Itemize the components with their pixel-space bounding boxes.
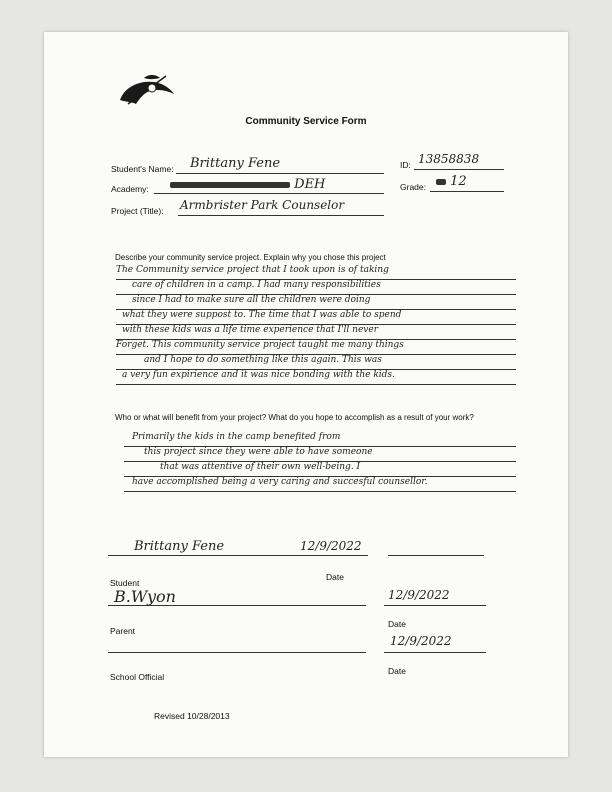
student-date-label: Date (326, 572, 344, 582)
project-title-line (178, 215, 384, 216)
student-name-line (176, 173, 384, 174)
q2-line-4: have accomplished being a very caring and succesful counsellor. (132, 477, 428, 487)
revised-note: Revised 10/28/2013 (154, 711, 230, 721)
official-date-line (384, 652, 486, 653)
academy-line (154, 193, 384, 194)
student-label: Student (110, 578, 140, 588)
form-title: Community Service Form (245, 116, 367, 127)
grade-value[interactable] (436, 174, 467, 189)
q1-prompt: Describe your community service project. Explain why you chose this project (115, 253, 386, 262)
school-official-label: School Official (110, 672, 165, 682)
q1-line-6: Forget. This community service project taught me many things (116, 340, 404, 350)
parent-signature-line (108, 605, 366, 606)
project-title-label: Project (Title): (111, 206, 164, 216)
parent-date-value[interactable]: 12/9/2022 (388, 588, 450, 602)
student-date-value[interactable]: 12/9/2022 (300, 539, 362, 553)
q2-rule (124, 491, 516, 492)
id-line (414, 169, 504, 170)
official-date-label: Date (388, 666, 406, 676)
project-title-value[interactable]: Armbrister Park Counselor (180, 198, 345, 212)
parent-signature[interactable]: B.Wyon (114, 587, 176, 606)
parent-date-line (384, 605, 486, 606)
student-name-value[interactable]: Brittany Fene (190, 156, 281, 171)
official-date-value[interactable]: 12/9/2022 (390, 634, 452, 648)
q2-line-2: this project since they were able to have someone (144, 447, 373, 457)
q2-line-1: Primarily the kids in the camp benefited from (132, 432, 341, 442)
pirate-mascot-logo (114, 70, 178, 108)
q2-prompt: Who or what will benefit from your project? What do you hope to accomplish as a result of your work? (115, 413, 474, 422)
redacted-scribble (436, 179, 446, 185)
id-value[interactable]: 13858838 (418, 152, 480, 166)
q1-line-8: a very fun expirience and it was nice bonding with the kids. (122, 370, 395, 380)
academy-label: Academy: (111, 184, 149, 194)
q1-line-7: and I hope to do something like this again. This was (144, 355, 382, 365)
q1-line-2: care of children in a camp. I had many responsibilities (132, 280, 381, 290)
redacted-scribble (170, 182, 290, 188)
academy-text: DEH (294, 177, 326, 192)
grade-line (430, 191, 504, 192)
parent-label: Parent (110, 626, 136, 636)
q1-line-5: with these kids was a life time experience that I'll never (122, 325, 378, 335)
q1-line-1: The Community service project that I took upon is of taking (116, 265, 389, 275)
student-name-label: Student's Name: (111, 164, 174, 174)
grade-text: 12 (450, 174, 467, 189)
q1-rule (116, 384, 516, 385)
q1-line-4: what they were suppost to. The time that I was able to spend (122, 310, 402, 320)
form-page (44, 32, 568, 757)
id-label: ID: (400, 160, 411, 170)
student-signature-line (108, 555, 368, 556)
grade-label: Grade: (400, 182, 426, 192)
q2-line-3: that was attentive of their own well-being. I (160, 462, 361, 472)
academy-value[interactable] (170, 177, 325, 192)
parent-date-label: Date (388, 619, 406, 629)
q1-line-3: since I had to make sure all the children were doing (132, 295, 371, 305)
date-line-blank (388, 555, 484, 556)
student-signature[interactable]: Brittany Fene (134, 539, 225, 554)
official-signature-line (108, 652, 366, 653)
